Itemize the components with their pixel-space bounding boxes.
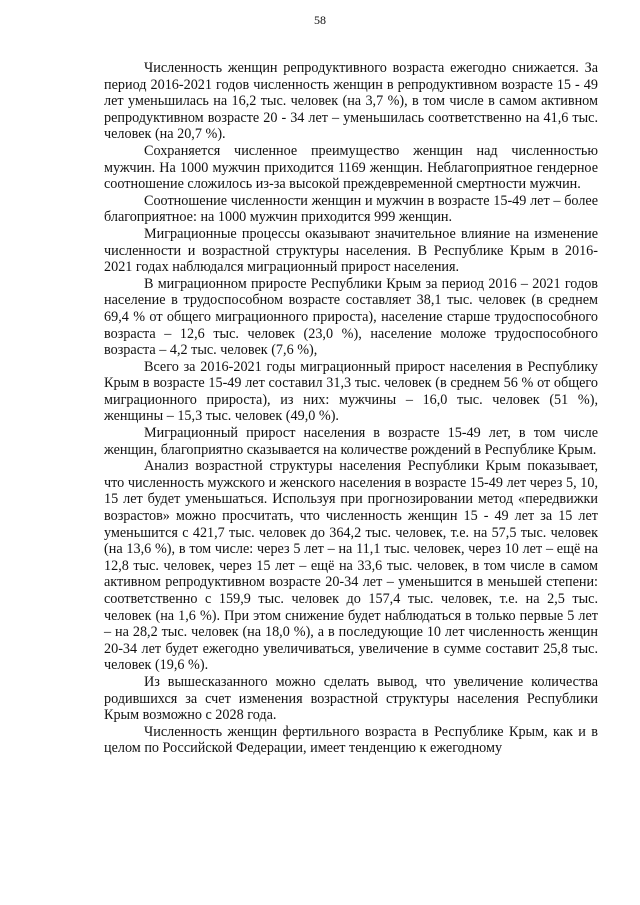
paragraph: Численность женщин репродуктивного возраста ежегодно снижается. За период 2016-2021 годов численность женщин в репродуктивном возрасте 15 - 49 лет уменьшилась на 16,2 тыс. человек (на 3,7 %), в том числе в самом активном репродуктивном возрасте 20 - 34 лет – уменьшилась соответственно на 41,6 тыс. человек (на 20,7 %). [104, 60, 598, 143]
document-body [104, 60, 598, 757]
paragraph: Всего за 2016-2021 годы миграционный прирост населения в Республику Крым в возрасте 15-49 лет составил 31,3 тыс. человек (в среднем 56 % от общего миграционного прироста), из них: мужчины – 16,0 тыс. человек (51 %), женщины – 15,3 тыс. человек (49,0 %). [104, 358, 598, 425]
paragraph: Численность женщин фертильного возраста в Республике Крым, как и в целом по Российской Федерации, имеет тенденцию к ежегодному [104, 723, 598, 757]
paragraph: Миграционные процессы оказывают значительное влияние на изменение численности и возрастной структуры населения. В Республике Крым в 2016-2021 годах наблюдался миграционный прирост населения. [104, 225, 598, 276]
paragraph: Сохраняется численное преимущество женщин над численностью мужчин. На 1000 мужчин приходится 1169 женщин. Неблагоприятное гендерное соотношение сложилось из-за высокой преждевременной смертности мужчин. [104, 142, 598, 193]
paragraph: Миграционный прирост населения в возрасте 15-49 лет, в том числе женщин, благоприятно сказывается на количестве рождений в Республике Крым. [104, 425, 598, 458]
paragraph: В миграционном приросте Республики Крым за период 2016 – 2021 годов население в трудоспособном возрасте составляет 38,1 тыс. человек (в среднем 69,4 % от общего миграционного прироста), население старше трудоспособного возраста – 12,6 тыс. человек (23,0 %), население моложе трудоспособного возраста – 4,2 тыс. человек (7,6 %), [104, 275, 598, 359]
paragraph: Из вышесказанного можно сделать вывод, что увеличение количества родившихся за счет изменения возрастной структуры населения Республики Крым возможно с 2028 года. [104, 673, 598, 724]
paragraph: Соотношение численности женщин и мужчин в возрасте 15-49 лет – более благоприятное: на 1000 мужчин приходится 999 женщин. [104, 192, 598, 226]
paragraph: Анализ возрастной структуры населения Республики Крым показывает, что численность мужского и женского населения в возрасте 15-49 лет через 5, 10, 15 лет будет уменьшаться. Используя при прогнозировании метод «передвижки возрастов» можно просчитать, что численность женщин 15 - 49 лет за 15 лет уменьшится с 421,7 тыс. человек до 364,2 тыс. человек, т.е. на 57,5 тыс. человек (на 13,6 %), в том числе: через 5 лет – на 11,1 тыс. человек, через 10 лет – ещё на 12,8 тыс. человек, через 15 лет – ещё на 33,6 тыс. человек, в том числе в самом активном репродуктивном возрасте 20-34 лет – уменьшится в меньшей степени: соответственно с 159,9 тыс. человек до 157,4 тыс. человек, т.е. на 2,5 тыс. человек (на 1,6 %). При этом снижение будет наблюдаться в только первые 5 лет – на 28,2 тыс. человек (на 18,0 %), а в последующие 10 лет численность женщин 20-34 лет будет ежегодно увеличиваться, увеличение в сумме составит 25,8 тыс. человек (19,6 %). [104, 458, 598, 674]
page-number: 58 [314, 13, 326, 27]
